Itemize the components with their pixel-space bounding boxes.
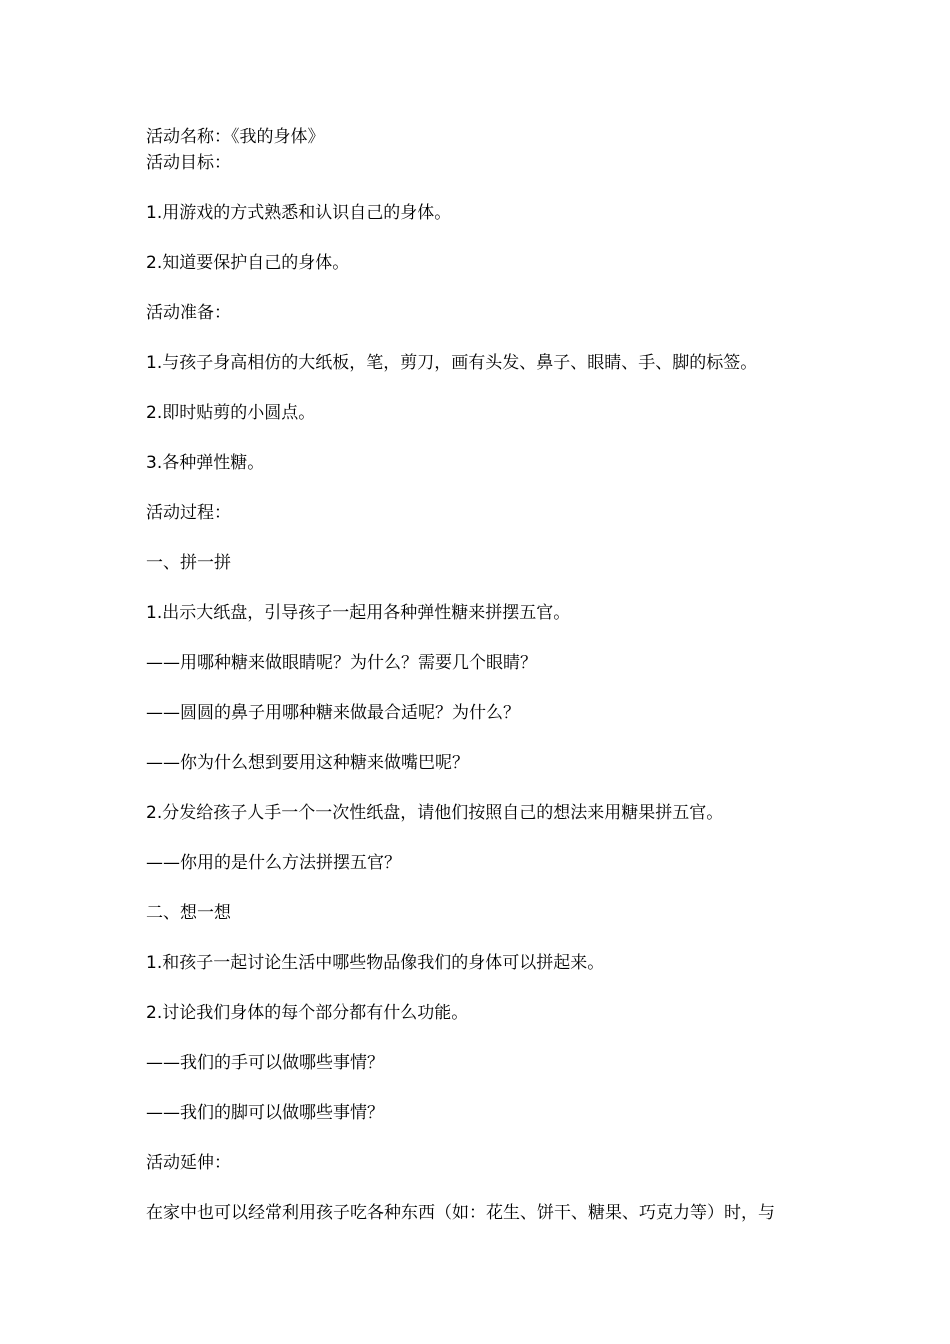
prep-item-3: 3.各种弹性糖。 xyxy=(146,453,265,473)
section1-line-1: 1.出示大纸盘，引导孩子一起用各种弹性糖来拼摆五官。 xyxy=(146,603,571,623)
goal-item-1: 1.用游戏的方式熟悉和认识自己的身体。 xyxy=(146,203,452,223)
goal-item-2: 2.知道要保护自己的身体。 xyxy=(146,253,350,273)
extension-heading: 活动延伸： xyxy=(146,1153,231,1173)
prep-item-1: 1.与孩子身高相仿的大纸板，笔，剪刀，画有头发、鼻子、眼睛、手、脚的标签。 xyxy=(146,353,758,373)
section2-line-1: 1.和孩子一起讨论生活中哪些物品像我们的身体可以拼起来。 xyxy=(146,953,605,973)
goal-heading: 活动目标： xyxy=(146,153,231,173)
prep-item-2: 2.即时贴剪的小圆点。 xyxy=(146,403,316,423)
section2-line-3: ——我们的手可以做哪些事情？ xyxy=(146,1053,384,1073)
prep-heading: 活动准备： xyxy=(146,303,231,323)
section1-heading: 一、拼一拼 xyxy=(146,553,231,573)
extension-text: 在家中也可以经常利用孩子吃各种东西（如：花生、饼干、糖果、巧克力等）时，与 xyxy=(146,1203,775,1223)
document-page xyxy=(146,124,826,1226)
section2-line-4: ——我们的脚可以做哪些事情？ xyxy=(146,1103,384,1123)
section1-line-6: ——你用的是什么方法拼摆五官？ xyxy=(146,853,401,873)
section2-heading: 二、想一想 xyxy=(146,903,231,923)
section1-line-2: ——用哪种糖来做眼睛呢？为什么？需要几个眼睛？ xyxy=(146,653,537,673)
section2-line-2: 2.讨论我们身体的每个部分都有什么功能。 xyxy=(146,1003,469,1023)
section1-line-3: ——圆圆的鼻子用哪种糖来做最合适呢？为什么？ xyxy=(146,703,520,723)
section1-line-5: 2.分发给孩子人手一个一次性纸盘，请他们按照自己的想法来用糖果拼五官。 xyxy=(146,803,724,823)
activity-title: 活动名称：《我的身体》 xyxy=(146,127,325,147)
section1-line-4: ——你为什么想到要用这种糖来做嘴巴呢？ xyxy=(146,753,469,773)
process-heading: 活动过程： xyxy=(146,503,231,523)
